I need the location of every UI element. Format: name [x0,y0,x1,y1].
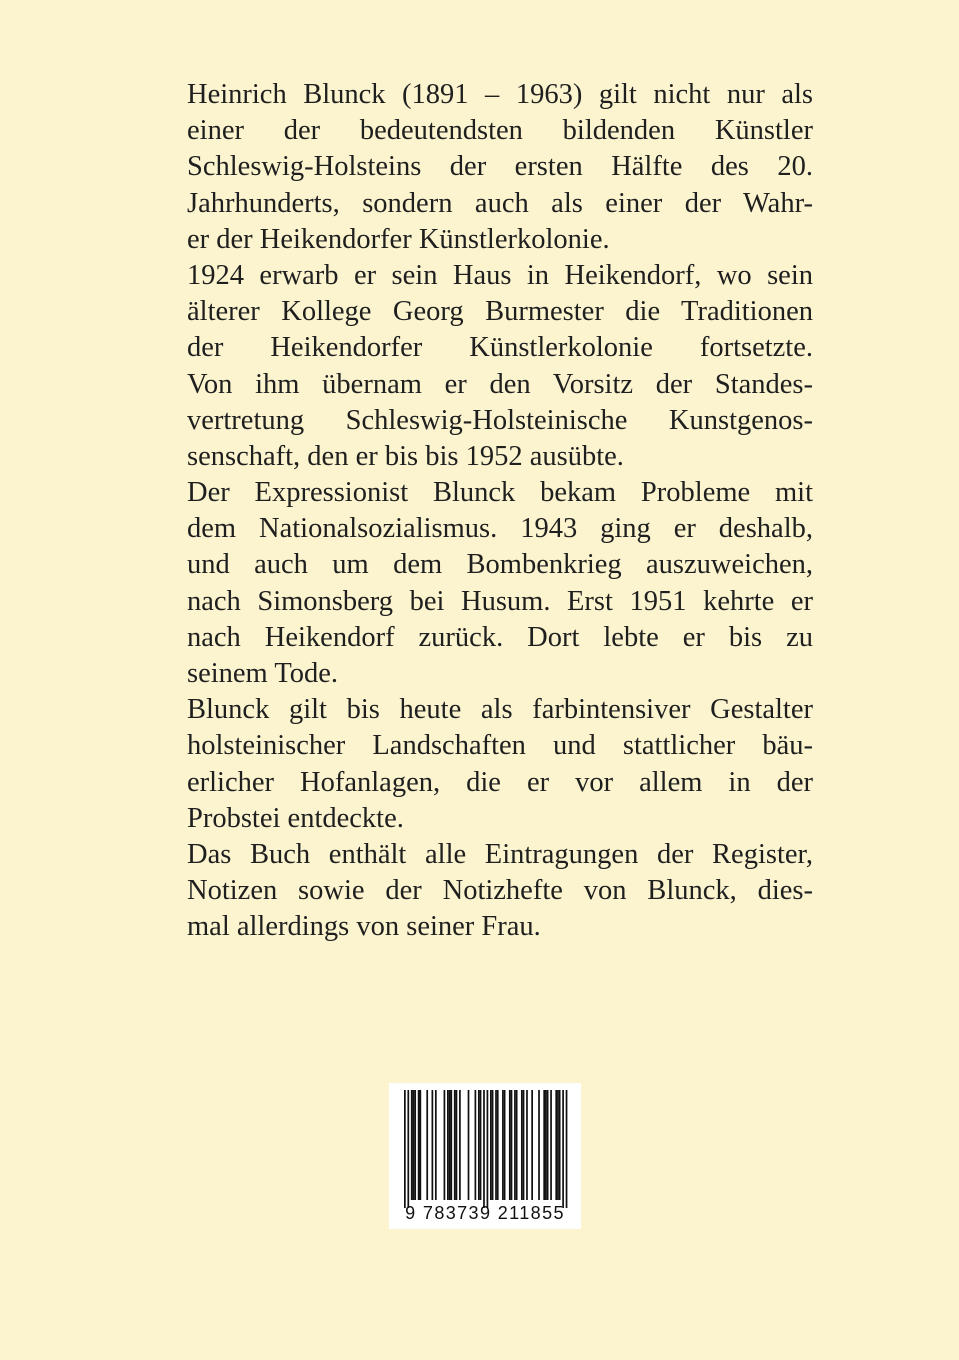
blurb-line: nach Heikendorf zurück. Dort lebte er bis zu [187,621,813,653]
barcode-guard-bar [407,1090,409,1208]
barcode-bar [435,1090,437,1200]
blurb-line: Notizen sowie der Notizhefte von Blunck, dies- [187,875,813,907]
barcode-bar [557,1090,559,1200]
barcode-bar [444,1090,446,1200]
barcode-guard-bar [562,1090,564,1208]
barcode-bar [509,1090,511,1200]
barcode-guard-bar [487,1090,489,1208]
blurb-line: Heinrich Blunck (1891 – 1963) gilt nicht nur als [187,79,813,110]
barcode-bar [550,1090,552,1200]
barcode-bar [559,1090,561,1200]
barcode-bar [531,1090,533,1200]
barcode-bar [516,1090,518,1200]
barcode-bar [547,1090,549,1200]
barcode-bar [514,1090,516,1200]
barcode-bar [413,1090,415,1200]
barcode-bar [523,1090,525,1200]
barcode-digits: 9 783739 211855 [405,1203,565,1223]
barcode-bar [495,1090,497,1200]
blurb-line: Der Expressionist Blunck bekam Probleme mit [187,477,813,509]
blurb-line: älterer Kollege Georg Burmester die Traditionen [187,296,813,328]
barcode-bar [449,1090,451,1200]
barcode-bar [545,1090,547,1200]
barcode-bar [526,1090,528,1200]
barcode-bar [419,1090,421,1200]
blurb-line: er der Heikendorfer Künstlerkolonie. [187,223,610,255]
barcode-bar [555,1090,557,1200]
barcode-bar [521,1090,523,1200]
barcode-bar [492,1090,494,1200]
blurb-line: vertretung Schleswig-Holsteinische Kunstgenos- [187,404,813,436]
barcode-bar [475,1090,477,1200]
barcode-bar [497,1090,499,1200]
blurb-line: Von ihm übernam er den Vorsitz der Standes- [187,368,813,400]
blurb-line: Schleswig-Holsteins der ersten Hälfte des 20. [187,151,813,183]
blurb-line: mal allerdings von seiner Frau. [187,911,541,943]
blurb-line: einer der bedeutendsten bildenden Künstler [187,115,813,147]
barcode-bar [426,1090,428,1200]
barcode-bar [459,1090,461,1200]
barcode-bar [414,1090,416,1200]
blurb-text [187,77,813,946]
blurb-line: seinem Tode. [187,658,339,689]
blurb-line: Probstei entdeckte. [187,802,404,834]
barcode-bar [478,1090,480,1200]
barcode-bar [432,1090,434,1200]
blurb-line: dem Nationalsozialismus. 1943 ging er deshalb, [187,513,813,545]
isbn-barcode [389,1083,581,1229]
barcode-guard-bar [483,1090,485,1208]
barcode-bar [490,1090,492,1200]
barcode-bar [511,1090,513,1200]
barcode-bar [411,1090,413,1200]
blurb-line: erlicher Hofanlagen, die er vor allem in der [187,766,813,798]
barcode-bar [480,1090,482,1200]
barcode-bar [456,1090,458,1200]
barcode-bar [504,1090,506,1200]
barcode-bar [468,1090,470,1200]
barcode-guard-bar [566,1090,568,1208]
blurb-line: Blunck gilt bis heute als farbintensiver Gestalter [187,694,813,726]
blurb-line: nach Simonsberg bei Husum. Erst 1951 kehrte er [187,585,813,617]
blurb-line: holsteinischer Landschaften und stattlicher bäu- [187,730,813,762]
blurb-line: senschaft, den er bis bis 1952 ausübte. [187,440,624,472]
barcode-guard-bar [404,1090,406,1208]
blurb-line: Jahrhunderts, sondern auch als einer der Wahr- [187,187,813,219]
barcode-bar [502,1090,504,1200]
barcode-bar [447,1090,449,1200]
barcode-bar [418,1090,420,1200]
blurb-line: der Heikendorfer Künstlerkolonie fortsetzte. [187,332,813,364]
blurb-line: 1924 erwarb er sein Haus in Heikendorf, wo sein [187,259,813,291]
blurb-line: und auch um dem Bombenkrieg auszuweichen, [187,549,813,581]
barcode-bar [543,1090,545,1200]
barcode-bar [538,1090,540,1200]
barcode-bar [454,1090,456,1200]
barcode-bar [450,1090,452,1200]
blurb-line: Das Buch enthält alle Eintragungen der Register, [187,838,813,870]
